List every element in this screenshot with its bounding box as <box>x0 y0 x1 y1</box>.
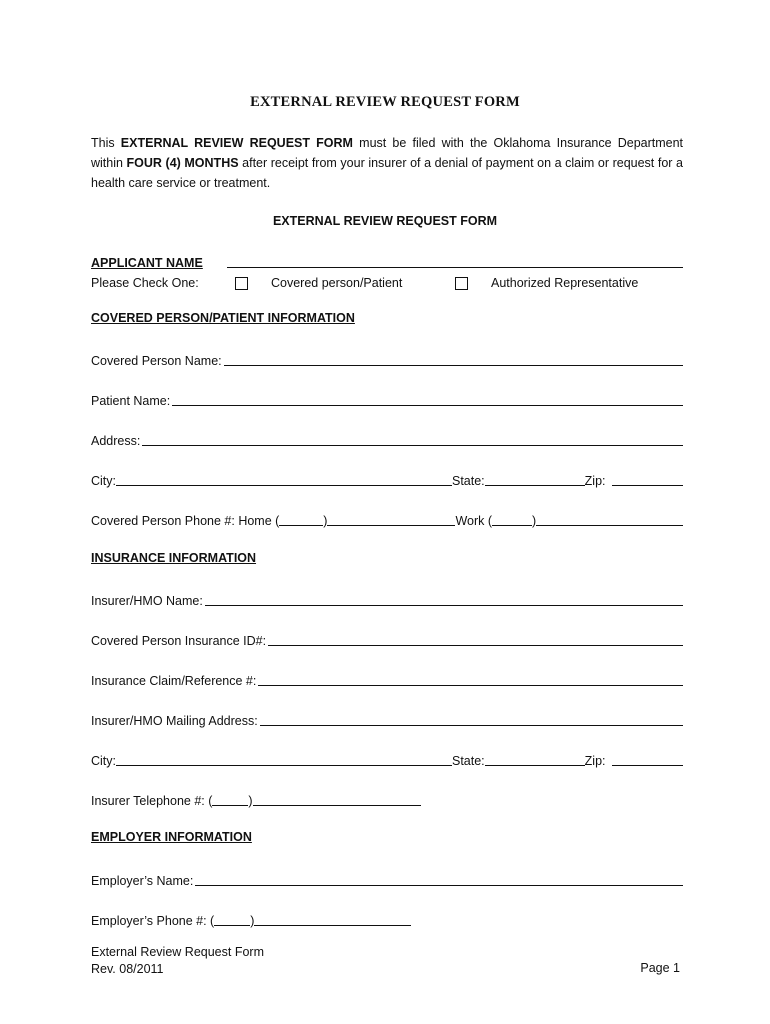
insurer-close-paren: ) <box>248 794 253 808</box>
applicant-check-row <box>91 272 683 290</box>
applicant-name-heading: APPLICANT NAME <box>91 256 203 270</box>
patient-name-field[interactable] <box>172 392 683 406</box>
employer-area-code-field[interactable] <box>214 912 250 926</box>
insurer-area-code-field[interactable] <box>212 792 248 806</box>
form-title: EXTERNAL REVIEW REQUEST FORM <box>250 94 520 110</box>
employer-phone-label: Employer’s Phone #: ( <box>91 914 215 928</box>
home-phone-field[interactable] <box>327 512 455 526</box>
intro-text-1: This <box>91 136 121 150</box>
insurer-state-label: State: <box>452 754 485 768</box>
home-close-paren: ) <box>323 514 328 528</box>
covered-person-heading: COVERED PERSON/PATIENT INFORMATION <box>91 311 355 325</box>
insurer-zip-field[interactable] <box>612 752 683 766</box>
zip-field[interactable] <box>612 472 683 486</box>
applicant-name-row <box>91 252 683 270</box>
employer-phone-row <box>91 910 411 928</box>
intro-text-3: after receipt from your insurer of a denial of payment on a claim or request for a health care service or treatment. <box>91 156 683 190</box>
page-number: Page 1 <box>640 961 680 975</box>
employer-name-row <box>91 870 683 888</box>
covered-name-label: Covered Person Name: <box>91 354 222 368</box>
city-field[interactable] <box>116 472 452 486</box>
employer-name-label: Employer’s Name: <box>91 874 194 888</box>
address-row <box>91 430 683 448</box>
form-subtitle: EXTERNAL REVIEW REQUEST FORM <box>272 214 498 228</box>
intro-bold-deadline: FOUR (4) MONTHS <box>126 156 239 170</box>
insurer-phone-row <box>91 790 421 808</box>
work-close-paren: ) <box>532 514 537 528</box>
claim-reference-field[interactable] <box>258 672 683 686</box>
check-one-label: Please Check One: <box>91 276 199 290</box>
insurance-id-row <box>91 630 683 648</box>
employer-name-field[interactable] <box>195 872 683 886</box>
insurer-mailing-field[interactable] <box>260 712 683 726</box>
insurer-phone-field[interactable] <box>253 792 421 806</box>
covered-person-checkbox[interactable] <box>235 277 248 290</box>
covered-name-field[interactable] <box>224 352 683 366</box>
authorized-rep-option-label: Authorized Representative <box>491 276 639 290</box>
covered-phone-row <box>91 510 683 528</box>
insurer-phone-label: Insurer Telephone #: ( <box>91 794 213 808</box>
authorized-rep-checkbox[interactable] <box>455 277 468 290</box>
employer-heading: EMPLOYER INFORMATION <box>91 830 252 844</box>
insurer-name-label: Insurer/HMO Name: <box>91 594 203 608</box>
claim-reference-label: Insurance Claim/Reference #: <box>91 674 257 688</box>
employer-phone-field[interactable] <box>254 912 411 926</box>
intro-paragraph <box>91 133 683 193</box>
work-phone-label: Work ( <box>455 514 493 528</box>
covered-person-option-label: Covered person/Patient <box>271 276 403 290</box>
insurer-name-row <box>91 590 683 608</box>
insurer-mailing-label: Insurer/HMO Mailing Address: <box>91 714 258 728</box>
patient-name-label: Patient Name: <box>91 394 171 408</box>
work-phone-field[interactable] <box>536 512 683 526</box>
insurer-zip-label: Zip: <box>584 754 606 768</box>
insurance-id-label: Covered Person Insurance ID#: <box>91 634 267 648</box>
insurer-city-label: City: <box>91 754 116 768</box>
intro-bold-form-name: EXTERNAL REVIEW REQUEST FORM <box>120 136 353 150</box>
state-field[interactable] <box>485 472 585 486</box>
covered-name-row <box>91 350 683 368</box>
patient-name-row <box>91 390 683 408</box>
city-state-zip-row <box>91 470 683 488</box>
insurer-mailing-row <box>91 710 683 728</box>
city-label: City: <box>91 474 116 488</box>
insurer-state-field[interactable] <box>485 752 585 766</box>
zip-label: Zip: <box>584 474 606 488</box>
insurer-city-state-zip-row <box>91 750 683 768</box>
employer-close-paren: ) <box>250 914 255 928</box>
home-area-code-field[interactable] <box>279 512 323 526</box>
applicant-name-field[interactable] <box>227 254 683 268</box>
insurer-city-field[interactable] <box>116 752 452 766</box>
insurer-name-field[interactable] <box>205 592 683 606</box>
state-label: State: <box>452 474 485 488</box>
intro-text-2: must be filed with the Oklahoma Insurance Department within <box>91 136 684 170</box>
home-phone-label: Covered Person Phone #: Home ( <box>91 514 280 528</box>
insurance-heading: INSURANCE INFORMATION <box>91 551 257 565</box>
footer <box>91 944 264 978</box>
address-label: Address: <box>91 434 141 448</box>
claim-reference-row <box>91 670 683 688</box>
work-area-code-field[interactable] <box>492 512 532 526</box>
insurance-id-field[interactable] <box>268 632 683 646</box>
footer-revision: Rev. 08/2011 <box>91 962 164 976</box>
footer-form-name: External Review Request Form <box>91 945 264 959</box>
address-field[interactable] <box>142 432 683 446</box>
